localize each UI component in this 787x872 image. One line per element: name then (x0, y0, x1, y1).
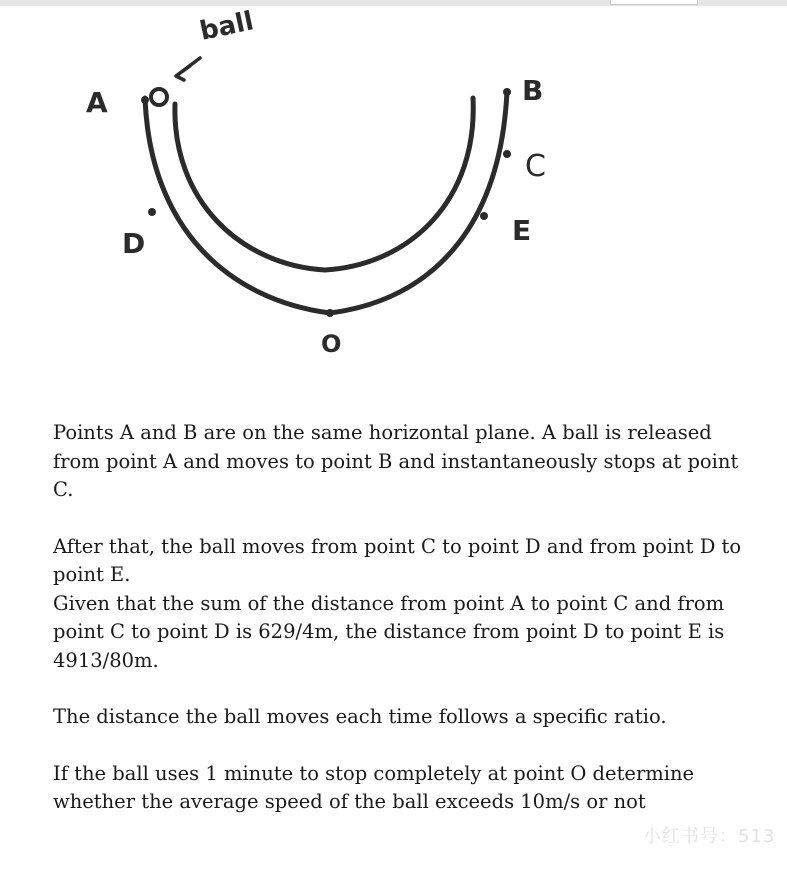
watermark: 小红书号：513 (643, 826, 776, 847)
point-c-dot (503, 150, 511, 158)
track-diagram (0, 0, 787, 400)
point-a-label: A (86, 86, 108, 119)
point-b-dot (503, 88, 511, 96)
point-b-label: B (522, 74, 544, 107)
ball-circle (151, 89, 167, 105)
problem-paragraph-4: The distance the ball moves each time follows a specific ratio. (53, 705, 667, 728)
ball-label: ball (197, 6, 257, 47)
point-o-dot (326, 309, 334, 317)
problem-statement (53, 419, 753, 845)
point-o-label: O (321, 330, 342, 358)
point-c-label: C (525, 149, 546, 184)
point-d-label: D (122, 227, 146, 260)
problem-paragraph-1: Points A and B are on the same horizontal plane. A ball is released from point A and moves to point B and instantaneously stops at point C. (53, 421, 739, 501)
point-e-label: E (512, 214, 532, 247)
ball-arrow-icon (176, 58, 200, 80)
inner-track-arc (175, 98, 473, 270)
problem-paragraph-2: After that, the ball moves from point C to point D and from point D to point E. (53, 534, 742, 586)
problem-paragraph-5: If the ball uses 1 minute to stop completely at point O determine whether the average speed of the ball exceeds 10m/s or not (53, 761, 695, 813)
point-e-dot (480, 212, 488, 220)
point-d-dot (148, 208, 156, 216)
point-a-dot (141, 96, 149, 104)
problem-paragraph-3: Given that the sum of the distance from point A to point C and from point C to point D is 629/4m, the distance from point D to point E is 4913/80m. (53, 591, 725, 672)
